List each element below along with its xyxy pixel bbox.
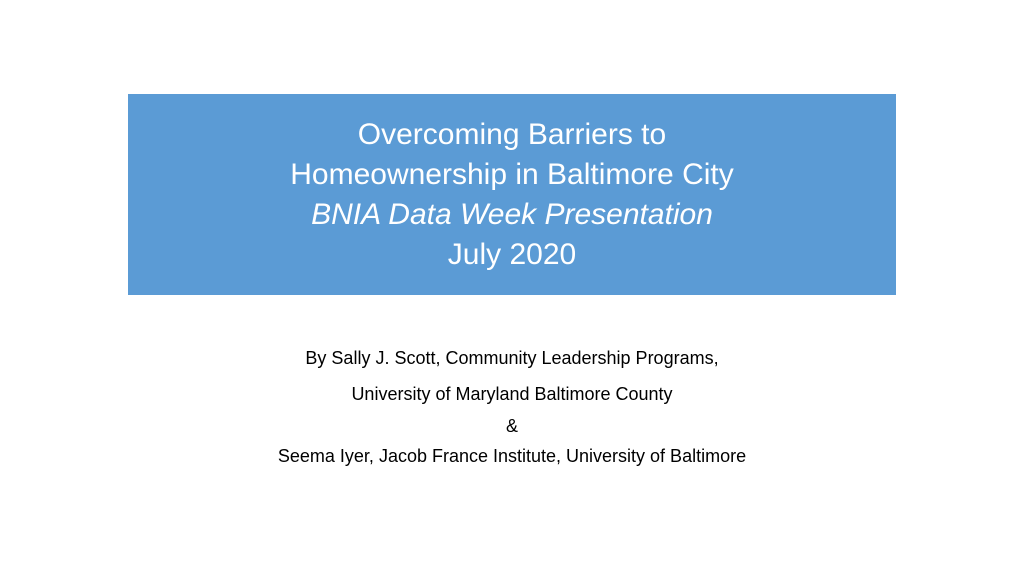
byline [0,340,1024,472]
author-1-affiliation: University of Maryland Baltimore County [351,384,673,404]
author-1-line: By Sally J. Scott, Community Leadership Programs, [305,348,719,368]
title-date: July 2020 [447,237,577,271]
ampersand: & [505,416,518,436]
title-subtitle: BNIA Data Week Presentation [311,197,713,231]
title-box [128,94,896,295]
author-2-line: Seema Iyer, Jacob France Institute, University of Baltimore [277,446,747,466]
title-line-1: Overcoming Barriers to [357,117,667,151]
title-line-2: Homeownership in Baltimore City [290,157,734,191]
